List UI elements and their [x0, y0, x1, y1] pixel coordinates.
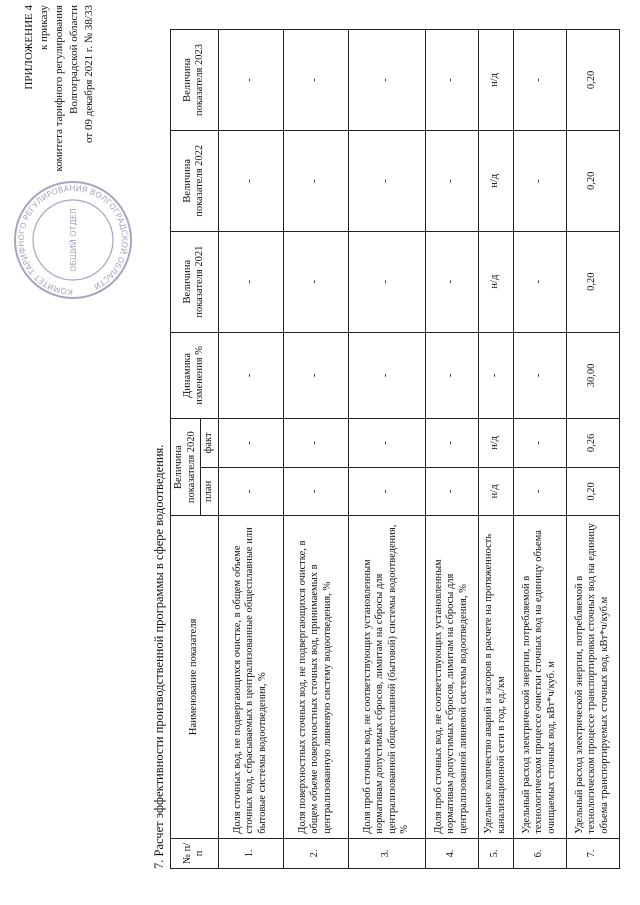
row-2021: - — [283, 231, 348, 332]
row-name: Удельный расход электрической энергии, потребляемой в технологическом процессе очистки сточных вод на единицу объема очищаемых сточных вод, кВт*ч/куб. м — [513, 516, 566, 839]
row-2022: - — [348, 130, 425, 231]
row-2022: 0,20 — [566, 130, 619, 231]
row-name: Удельное количество аварий и засоров в расчете на протяженность канализационной сети в год, ед./км — [478, 516, 513, 839]
row-2023: - — [348, 30, 425, 131]
row-2023: - — [425, 30, 478, 131]
stamp-ring-text: КОМИТЕТ ТАРИФНОГО РЕГУЛИРОВАНИЯ ВОЛГОГРАДСКОЙ ОБЛАСТИ — [16, 183, 130, 297]
row-2023: н/д — [478, 30, 513, 131]
header-2022: Величина показателя 2022 — [171, 130, 219, 231]
appendix-block — [22, 5, 97, 305]
row-plan: - — [425, 467, 478, 515]
header-plan: план — [201, 467, 219, 515]
row-2021: - — [513, 231, 566, 332]
table-row — [425, 30, 478, 869]
row-dynamics: - — [348, 332, 425, 419]
table-row — [478, 30, 513, 869]
row-name: Доля поверхностных сточных вод, не подвергающихся очистке, в общем объеме поверхностных сточных вод, принимаемых в централизованную ливневую систему водоотведения, % — [283, 516, 348, 839]
row-2022: - — [283, 130, 348, 231]
appendix-line: комитета тарифного регулирования — [53, 5, 65, 172]
row-num: 6. — [513, 838, 566, 868]
row-num: 3. — [348, 838, 425, 868]
header-dynamics: Динамика изменения % — [171, 332, 219, 419]
row-2023: 0,20 — [566, 30, 619, 131]
row-plan: - — [283, 467, 348, 515]
row-plan: 0,20 — [566, 467, 619, 515]
row-fact: - — [283, 419, 348, 467]
row-num: 2. — [283, 838, 348, 868]
row-2023: - — [283, 30, 348, 131]
appendix-line: к приказу — [38, 5, 50, 51]
header-fact: факт — [201, 419, 219, 467]
table-row — [348, 30, 425, 869]
row-num: 7. — [566, 838, 619, 868]
table-row — [566, 30, 619, 869]
row-2021: 0,20 — [566, 231, 619, 332]
row-num: 4. — [425, 838, 478, 868]
row-fact: - — [218, 419, 283, 467]
header-2023: Величина показателя 2023 — [171, 30, 219, 131]
table-row — [218, 30, 283, 869]
row-fact: - — [425, 419, 478, 467]
efficiency-table — [170, 29, 620, 869]
section-title: 7. Расчет эффективности производственной программы в сфере водоотведения. — [152, 444, 166, 869]
stamp-center-text: ОБЩИЙ ОТДЕЛ — [69, 208, 78, 272]
row-dynamics: - — [283, 332, 348, 419]
row-2022: н/д — [478, 130, 513, 231]
table-row — [283, 30, 348, 869]
row-2021: н/д — [478, 231, 513, 332]
appendix-title: ПРИЛОЖЕНИЕ 4 — [23, 5, 35, 90]
row-num: 5. — [478, 838, 513, 868]
header-2021: Величина показателя 2021 — [171, 231, 219, 332]
row-2023: - — [218, 30, 283, 131]
row-2021: - — [218, 231, 283, 332]
row-2023: - — [513, 30, 566, 131]
row-plan: н/д — [478, 467, 513, 515]
row-dynamics: 30,00 — [566, 332, 619, 419]
row-name: Удельный расход электрической энергии, потребляемой в технологическом процессе транспортировки сточных вод на единицу объема транспортируемых сточных вод, кВт*ч/куб.м — [566, 516, 619, 839]
appendix-line: Волгоградской области — [68, 5, 80, 114]
row-2022: - — [513, 130, 566, 231]
table-row — [513, 30, 566, 869]
row-dynamics: - — [425, 332, 478, 419]
row-fact: н/д — [478, 419, 513, 467]
row-name: Доля сточных вод, не подвергающихся очистке, в общем объеме сточных вод, сбрасываемых в централизованные общесплавные или бытовые системы водоотведения, % — [218, 516, 283, 839]
row-plan: - — [513, 467, 566, 515]
header-2020: Величина показателя 2020 — [171, 419, 201, 516]
row-2022: - — [425, 130, 478, 231]
row-fact: - — [513, 419, 566, 467]
row-name: Доля проб сточных вод, не соответствующих установленным нормативам допустимых сбросов, лимитам на сбросы для централизованной общесплавной (бытовой) системы водоотведения, % — [348, 516, 425, 839]
header-name: Наименование показателя — [171, 516, 219, 839]
row-fact: 0,26 — [566, 419, 619, 467]
row-fact: - — [348, 419, 425, 467]
header-num: № п/п — [171, 838, 219, 868]
row-dynamics: - — [478, 332, 513, 419]
row-plan: - — [348, 467, 425, 515]
row-2022: - — [218, 130, 283, 231]
row-num: 1. — [218, 838, 283, 868]
appendix-date: от 09 декабря 2021 г. № 38/33 — [83, 5, 95, 143]
row-2021: - — [425, 231, 478, 332]
row-dynamics: - — [513, 332, 566, 419]
row-name: Доля проб сточных вод, не соответствующих установленным нормативам допустимых сбросов, лимитам на сбросы для централизованной ливневой системы водоотведения, % — [425, 516, 478, 839]
row-2021: - — [348, 231, 425, 332]
row-dynamics: - — [218, 332, 283, 419]
row-plan: - — [218, 467, 283, 515]
